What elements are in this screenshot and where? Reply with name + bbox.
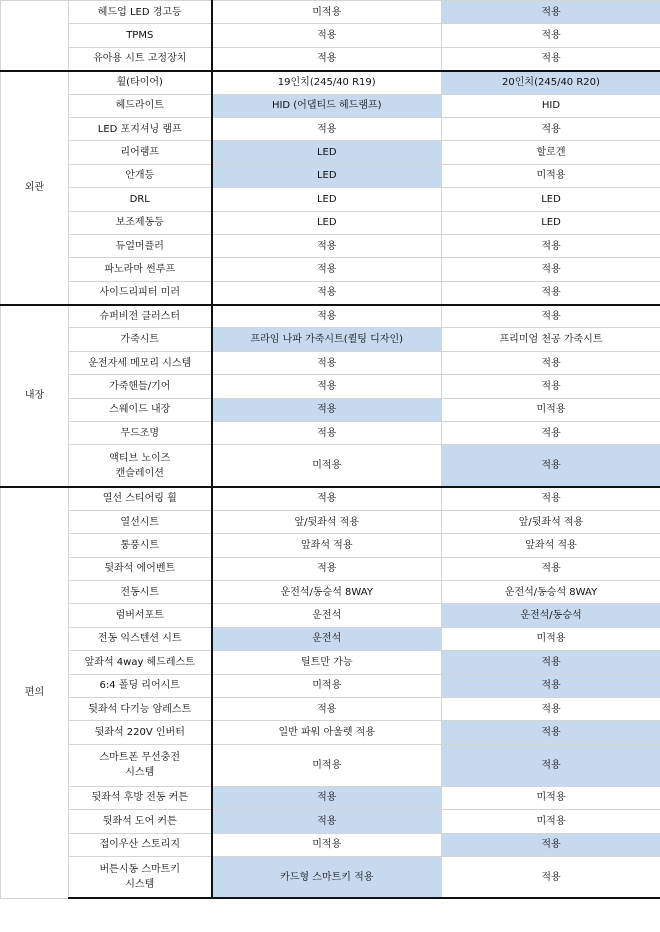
model-b-value: 적용 [442, 445, 660, 487]
item-name-cell: 듀얼머플러 [69, 234, 212, 257]
item-name-cell: 가죽시트 [69, 328, 212, 351]
model-a-value: LED [212, 211, 442, 234]
item-name-cell: LED 포지셔닝 램프 [69, 117, 212, 140]
model-a-value: 적용 [212, 305, 442, 328]
item-name-cell: 슈퍼비전 클러스터 [69, 305, 212, 328]
item-name-cell: 무드조명 [69, 422, 212, 445]
item-name-cell: 전동시트 [69, 580, 212, 603]
spec-row [1, 557, 660, 580]
model-b-value: 적용 [442, 351, 660, 374]
spec-row [1, 786, 660, 809]
item-name-cell: 앞좌석 4way 헤드레스트 [69, 651, 212, 674]
spec-row [1, 47, 660, 70]
model-a-value: 미적용 [212, 674, 442, 697]
model-a-value: 미적용 [212, 744, 442, 786]
model-a-value: HID (어댑티드 헤드램프) [212, 94, 442, 117]
model-a-value: 미적용 [212, 445, 442, 487]
model-b-value: 적용 [442, 487, 660, 510]
spec-row [1, 697, 660, 720]
spec-row [1, 258, 660, 281]
model-b-value: 적용 [442, 234, 660, 257]
model-b-value: 미적용 [442, 164, 660, 187]
model-a-value: 앞/뒷좌석 적용 [212, 510, 442, 533]
spec-row [1, 375, 660, 398]
model-b-value: 적용 [442, 697, 660, 720]
item-name-cell: 열선 스티어링 휠 [69, 487, 212, 510]
spec-row [1, 211, 660, 234]
spec-row [1, 833, 660, 856]
model-b-value: 운전석/동승석 [442, 604, 660, 627]
category-cell: 외관 [1, 71, 69, 305]
model-b-value: 적용 [442, 557, 660, 580]
item-name-cell: 접이우산 스토리지 [69, 833, 212, 856]
item-name-cell: 리어램프 [69, 141, 212, 164]
model-b-value: 미적용 [442, 398, 660, 421]
spec-row [1, 94, 660, 117]
spec-row [1, 1, 660, 24]
model-b-value: HID [442, 94, 660, 117]
spec-row [1, 510, 660, 533]
item-name-line: 액티브 노이즈 [109, 452, 171, 464]
model-b-value: 적용 [442, 375, 660, 398]
spec-row [1, 328, 660, 351]
item-name-cell: 헤드라이트 [69, 94, 212, 117]
item-name-line: 스마트폰 무선충전 [99, 752, 180, 764]
model-a-value: 적용 [212, 258, 442, 281]
item-name-cell [69, 744, 212, 786]
model-b-value: 적용 [442, 117, 660, 140]
model-a-value: LED [212, 141, 442, 164]
model-b-value: 적용 [442, 258, 660, 281]
model-b-value: 운전석/동승석 8WAY [442, 580, 660, 603]
item-name-cell: 헤드업 LED 경고등 [69, 1, 212, 24]
spec-row [1, 305, 660, 328]
item-name-cell: 가죽핸들/기어 [69, 375, 212, 398]
model-a-value: 적용 [212, 281, 442, 304]
item-name-line: 버튼시동 스마트키 [99, 864, 180, 876]
model-b-value: 프리미엄 천공 가죽시트 [442, 328, 660, 351]
model-a-value: 앞좌석 적용 [212, 534, 442, 557]
spec-row [1, 674, 660, 697]
spec-row [1, 651, 660, 674]
spec-row [1, 810, 660, 833]
spec-row [1, 141, 660, 164]
model-a-value: 적용 [212, 351, 442, 374]
model-b-value: 적용 [442, 721, 660, 744]
model-b-value: 적용 [442, 744, 660, 786]
model-b-value: 적용 [442, 305, 660, 328]
item-name-cell: 안개등 [69, 164, 212, 187]
model-b-value: 적용 [442, 674, 660, 697]
model-a-value: 운전석 [212, 604, 442, 627]
spec-row [1, 164, 660, 187]
item-name-cell: 파노라마 썬루프 [69, 258, 212, 281]
item-name-cell: 뒷좌석 에어벤트 [69, 557, 212, 580]
item-name-cell: 뒷좌석 후방 전동 커튼 [69, 786, 212, 809]
model-b-value: 적용 [442, 47, 660, 70]
item-name-cell: 통풍시트 [69, 534, 212, 557]
model-a-value: 적용 [212, 398, 442, 421]
item-name-cell: 운전자세 메모리 시스템 [69, 351, 212, 374]
item-name-cell: 휠(타이어) [69, 71, 212, 94]
model-b-value: 미적용 [442, 786, 660, 809]
spec-row [1, 422, 660, 445]
item-name-cell: TPMS [69, 24, 212, 47]
spec-row [1, 281, 660, 304]
item-name-cell: 럼버서포트 [69, 604, 212, 627]
item-name-cell: 사이드리피터 미러 [69, 281, 212, 304]
model-a-value: 적용 [212, 375, 442, 398]
model-b-value: 20인치(245/40 R20) [442, 71, 660, 94]
item-name-cell: 스웨이드 내장 [69, 398, 212, 421]
model-b-value: 적용 [442, 856, 660, 898]
item-name-cell: 열선시트 [69, 510, 212, 533]
model-a-value: 적용 [212, 487, 442, 510]
spec-row [1, 24, 660, 47]
model-a-value: 적용 [212, 557, 442, 580]
item-name-cell: DRL [69, 188, 212, 211]
item-name-cell [69, 856, 212, 898]
model-b-value: 앞/뒷좌석 적용 [442, 510, 660, 533]
model-b-value: LED [442, 211, 660, 234]
model-a-value: LED [212, 188, 442, 211]
category-cell [1, 1, 69, 71]
model-a-value: 적용 [212, 47, 442, 70]
spec-row [1, 744, 660, 786]
model-a-value: 운전석 [212, 627, 442, 650]
model-a-value: 미적용 [212, 833, 442, 856]
model-b-value: 할로겐 [442, 141, 660, 164]
spec-row [1, 71, 660, 94]
item-name-cell: 뒷좌석 220V 인버터 [69, 721, 212, 744]
model-b-value: 적용 [442, 833, 660, 856]
model-b-value: 적용 [442, 281, 660, 304]
model-a-value: 적용 [212, 422, 442, 445]
item-name-cell [69, 445, 212, 487]
model-b-value: 적용 [442, 651, 660, 674]
model-b-value: 미적용 [442, 627, 660, 650]
model-b-value: LED [442, 188, 660, 211]
item-name-cell: 전동 익스텐션 시트 [69, 627, 212, 650]
spec-row [1, 234, 660, 257]
item-name-cell: 보조제동등 [69, 211, 212, 234]
model-a-value: 적용 [212, 234, 442, 257]
spec-row [1, 117, 660, 140]
category-cell: 편의 [1, 487, 69, 898]
spec-row [1, 445, 660, 487]
spec-row [1, 856, 660, 898]
model-a-value: 19인치(245/40 R19) [212, 71, 442, 94]
item-name-cell: 6:4 폴딩 리어시트 [69, 674, 212, 697]
model-a-value: 적용 [212, 810, 442, 833]
item-name-line: 시스템 [125, 767, 155, 779]
spec-row [1, 534, 660, 557]
spec-row [1, 580, 660, 603]
item-name-cell: 유아용 시트 고정장치 [69, 47, 212, 70]
model-b-value: 적용 [442, 24, 660, 47]
model-b-value: 앞좌석 적용 [442, 534, 660, 557]
spec-row [1, 627, 660, 650]
model-a-value: 적용 [212, 697, 442, 720]
item-name-cell: 뒷좌석 도어 커튼 [69, 810, 212, 833]
spec-row [1, 398, 660, 421]
model-a-value: 미적용 [212, 1, 442, 24]
model-b-value: 적용 [442, 422, 660, 445]
model-a-value: 프라임 나파 가죽시트(퀼팅 디자인) [212, 328, 442, 351]
model-a-value: 적용 [212, 117, 442, 140]
item-name-line: 캔슬레이션 [115, 467, 164, 479]
model-a-value: 적용 [212, 786, 442, 809]
spec-row [1, 188, 660, 211]
item-name-line: 시스템 [125, 879, 155, 891]
model-a-value: 적용 [212, 24, 442, 47]
model-a-value: 카드형 스마트키 적용 [212, 856, 442, 898]
spec-row [1, 604, 660, 627]
spec-row [1, 487, 660, 510]
spec-row [1, 351, 660, 374]
model-b-value: 미적용 [442, 810, 660, 833]
category-cell: 내장 [1, 305, 69, 487]
model-b-value: 적용 [442, 1, 660, 24]
item-name-cell: 뒷좌석 다기능 암레스트 [69, 697, 212, 720]
model-a-value: 일반 파워 아울렛 적용 [212, 721, 442, 744]
model-a-value: 틸트만 가능 [212, 651, 442, 674]
model-a-value: 운전석/동승석 8WAY [212, 580, 442, 603]
model-a-value: LED [212, 164, 442, 187]
spec-row [1, 721, 660, 744]
